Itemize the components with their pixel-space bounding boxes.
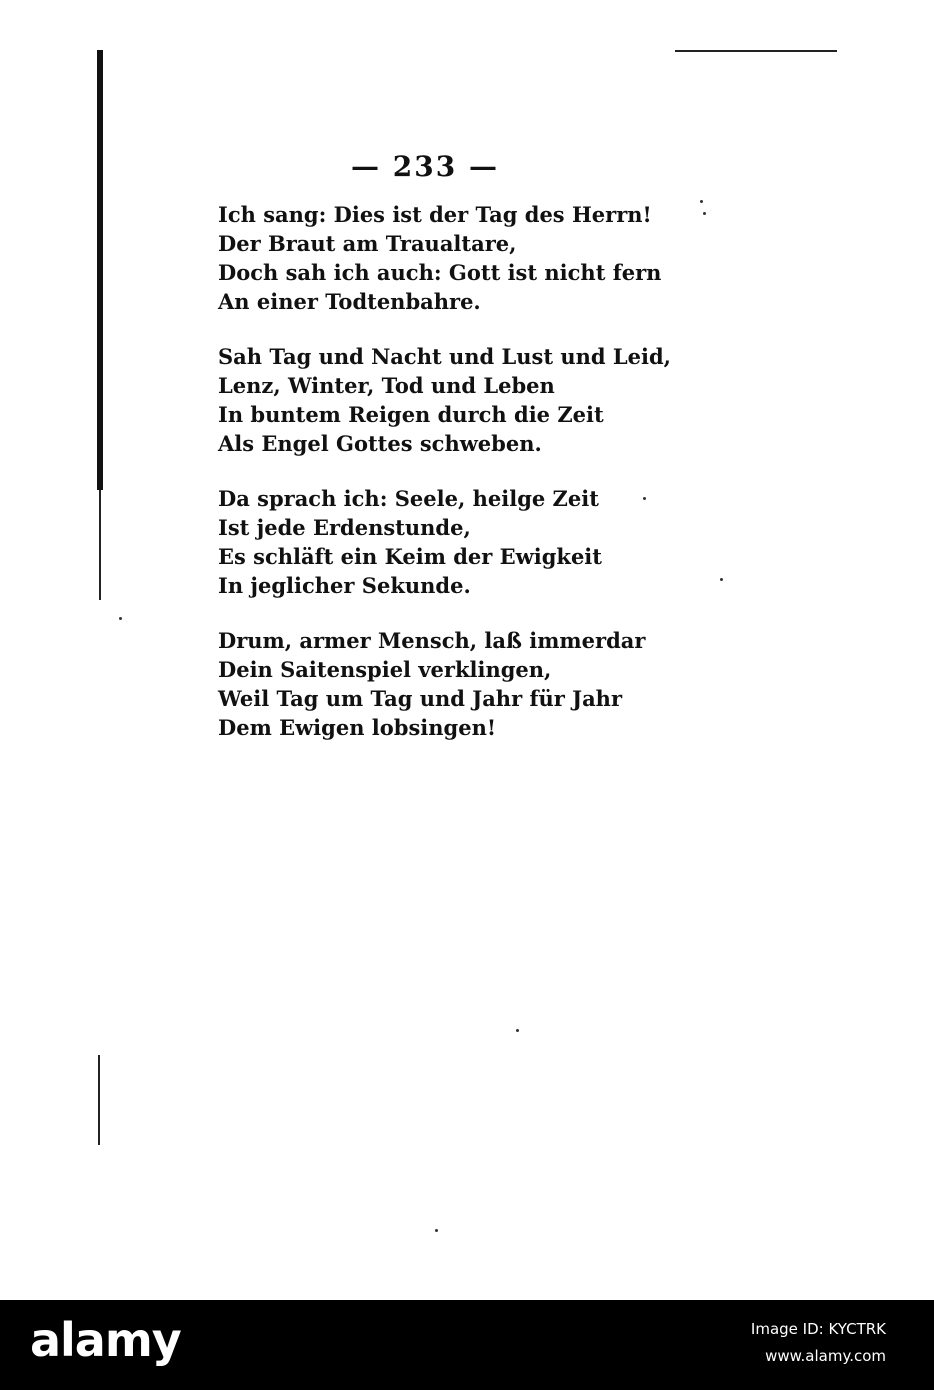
poem-line: Doch sah ich auch: Gott ist nicht fern [218, 260, 662, 285]
poem [218, 200, 671, 768]
watermark-url: www.alamy.com [765, 1347, 886, 1365]
poem-line: Ich sang: Dies ist der Tag des Herrn! [218, 202, 652, 227]
poem-line: An einer Todtenbahre. [218, 289, 481, 314]
stanza-4 [218, 626, 671, 742]
alamy-logo: alamy [30, 1313, 181, 1367]
ink-speck [435, 1229, 438, 1232]
poem-line: In jeglicher Sekunde. [218, 573, 471, 598]
ink-speck [119, 617, 122, 620]
page-number: — 233 — [351, 150, 499, 183]
poem-line: Drum, armer Mensch, laß immerdar [218, 628, 646, 653]
poem-line: Dein Saitenspiel verklingen, [218, 657, 552, 682]
poem-line: In buntem Reigen durch die Zeit [218, 402, 604, 427]
poem-line: Da sprach ich: Seele, heilge Zeit [218, 486, 599, 511]
poem-line: Der Braut am Traualtare, [218, 231, 517, 256]
page-edge-line [99, 490, 101, 600]
page-edge-shadow [97, 50, 103, 490]
poem-line: Als Engel Gottes schweben. [218, 431, 542, 456]
ink-speck [516, 1029, 519, 1032]
top-rule [675, 50, 837, 52]
poem-line: Dem Ewigen lobsingen! [218, 715, 497, 740]
ink-speck [703, 212, 706, 215]
stanza-1 [218, 200, 671, 316]
page-edge-line-lower [98, 1055, 100, 1145]
image-id-label: Image ID: KYCTRK [750, 1320, 886, 1338]
poem-line: Ist jede Erdenstunde, [218, 515, 471, 540]
stanza-3 [218, 484, 671, 600]
ink-speck [700, 200, 703, 203]
stanza-2 [218, 342, 671, 458]
poem-line: Lenz, Winter, Tod und Leben [218, 373, 555, 398]
poem-line: Sah Tag und Nacht und Lust und Leid, [218, 344, 671, 369]
ink-speck [720, 578, 723, 581]
poem-line: Es schläft ein Keim der Ewigkeit [218, 544, 602, 569]
poem-line: Weil Tag um Tag und Jahr für Jahr [218, 686, 623, 711]
